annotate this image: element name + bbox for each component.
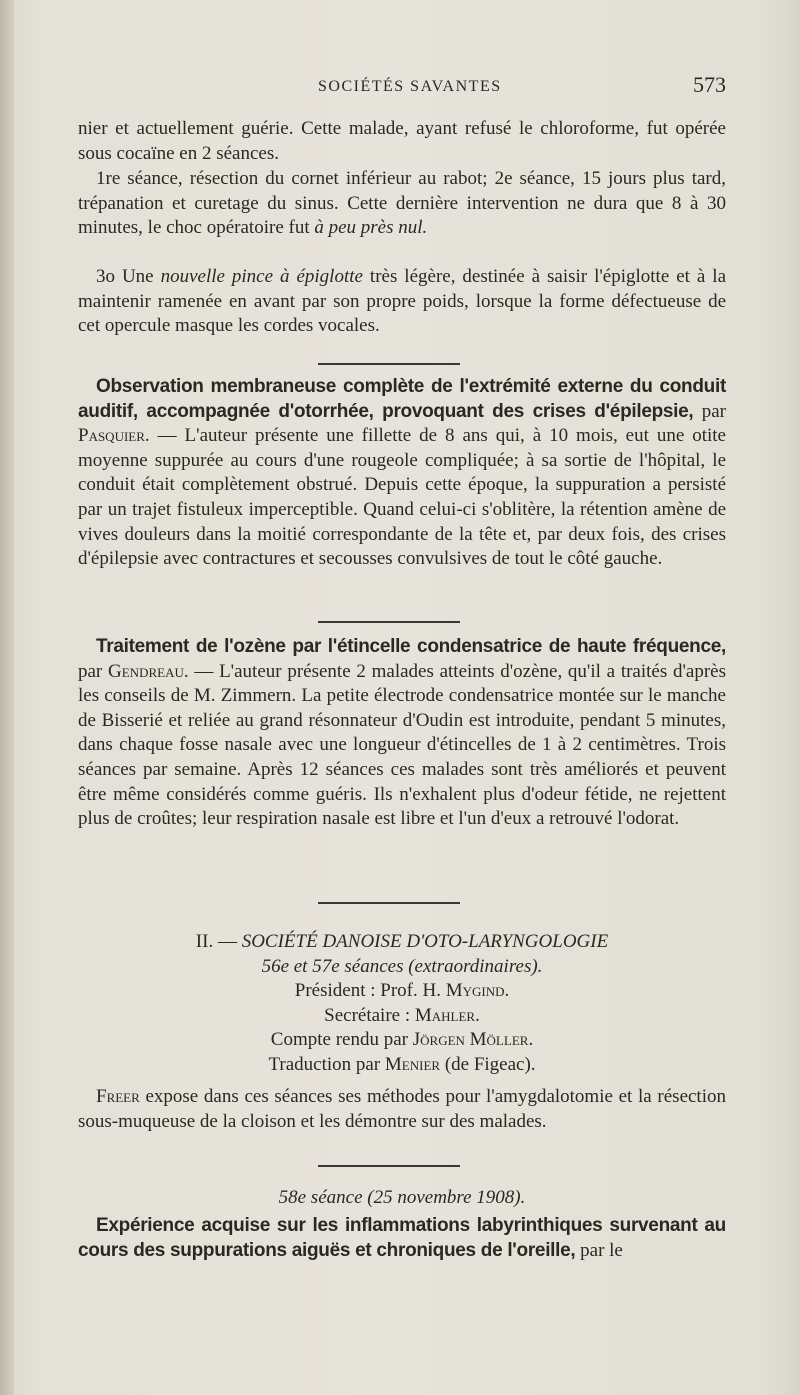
article-text <box>78 635 726 832</box>
book-spine-shadow <box>0 0 14 1395</box>
report-name: Jörgen Möller <box>412 1029 529 1051</box>
report-label: Compte rendu par <box>270 1029 413 1051</box>
sessions-line <box>78 955 726 980</box>
secretary-line: Secrétaire : Mahler. <box>324 1004 480 1026</box>
item-number: 3o Une <box>96 266 161 287</box>
society-title-line <box>78 930 726 955</box>
society-name: SOCIÉTÉ DANOISE D'OTO-LARYNGOLOGIE <box>241 931 609 952</box>
article-author: Pasquier <box>78 425 145 447</box>
section-numeral: II. — <box>195 931 242 952</box>
session-58-text <box>78 1186 726 1211</box>
section-divider <box>318 902 460 904</box>
instrument-name: nouvelle pince à épiglotte <box>160 266 363 287</box>
page-header <box>78 72 726 102</box>
translation-name: Menier <box>384 1053 441 1075</box>
experience-article <box>78 1214 726 1263</box>
section-divider <box>318 363 460 365</box>
article-tail: par le <box>575 1239 623 1261</box>
freer-author: Freer <box>96 1086 140 1107</box>
president-line: Président : Prof. H. Mygind. <box>294 980 510 1002</box>
treatment-article <box>78 635 726 832</box>
translation-label: Traduction par <box>268 1053 385 1075</box>
translation-place: (de Figeac). <box>440 1053 536 1075</box>
running-head: SOCIÉTÉS SAVANTES <box>318 78 502 95</box>
par-word: par <box>78 660 109 682</box>
secretary-name: Mahler <box>414 1004 476 1026</box>
continuation-paragraph <box>78 117 726 166</box>
secretary-label: Secrétaire : <box>324 1004 415 1026</box>
paragraph-lead: 1re séance, résection du cornet inférieur au rabot; 2e séance, 15 jours plus tard, trépanation et curetage du sinus. Cette dernière intervention ne dura que 8 à 30 minutes, le choc opératoire fut <box>78 168 726 239</box>
article-text <box>78 1214 726 1263</box>
paragraph-text <box>78 167 726 241</box>
paragraph-italic: à peu près nul. <box>314 217 428 239</box>
president-label: Président : Prof. H. <box>294 980 446 1002</box>
article-body: . — L'auteur présente 2 malades atteints d'ozène, qu'il a traités d'après les conseils de M. Zimmern. La petite électrode condensatrice montée sur le manche de Bisserié et reliée au grand résonnateur d'Oudin est introduite, pendant 5 minutes, dans chaque fosse nasale avec une longueur d'étincelles de 1 à 2 centimètres. Trois séances par semaine. Après 12 séances ces malades sont très améliorés et peuvent être même considérés comme guéris. Ils n'exhalent plus d'odeur fétide, ne rejettent plus de croûtes; leur respiration nasale est libre et l'un d'eux a retrouvé l'odorat. <box>78 660 727 830</box>
president-name: Mygind <box>445 980 505 1002</box>
report-line: Compte rendu par Jörgen Möller. <box>270 1029 534 1051</box>
article-body: . — L'auteur présente une fillette de 8 ans qui, à 10 mois, eut une otite moyenne suppurée au cours d'une rougeole compliquée; à sa sortie de l'hôpital, le conduit était complètement obstrué. Depuis cette époque, la suppuration a persisté par un trajet fistuleux imperceptible. Quand celui-ci s'oblitère, la rétention amène de vives douleurs dans la moitié correspondante de la tête et, par deux fois, des crises d'épilepsie avec contractures et secousses convulsives de tout le côté gauche. <box>78 425 726 570</box>
paragraph-rest: très légère, destinée à saisir l'épiglotte et à la maintenir ramenée en avant par son propre poids, lorsque la forme défectueuse de cet opercule masque les cordes vocales. <box>78 266 727 337</box>
freer-body: expose dans ces séances ses méthodes pour l'amygdalotomie et la résection sous-muqueuse de la cloison et les démontre sur des malades. <box>78 1086 726 1132</box>
session-58-heading <box>78 1186 726 1211</box>
freer-paragraph <box>78 1085 726 1134</box>
article-author: Gendreau <box>108 660 184 682</box>
article-text <box>78 375 726 572</box>
paragraph-text <box>78 265 726 339</box>
article-title: Traitement de l'ozène par l'étincelle condensatrice de haute fréquence, <box>96 636 726 657</box>
paragraph-text <box>78 1085 726 1134</box>
paragraph-text: nier et actuellement guérie. Cette malade, ayant refusé le chloroforme, fut opérée sous cocaïne en 2 séances. <box>78 118 726 164</box>
section-divider <box>318 621 460 623</box>
observation-article <box>78 375 726 572</box>
society-heading-block <box>78 930 726 1078</box>
article-title: Observation membraneuse complète de l'extrémité externe du conduit auditif, accompagnée d'otorrhée, provoquant des crises d'épilepsie, <box>78 376 726 422</box>
session-58-italic: 58e séance (25 novembre 1908). <box>278 1187 526 1208</box>
article-title: Expérience acquise sur les inflammations labyrinthiques survenant au cours des suppurations aiguës et chroniques de l'oreille, <box>78 1215 726 1261</box>
par-word: par <box>693 400 726 422</box>
translation-line <box>78 1053 726 1078</box>
page-number: 573 <box>693 72 726 97</box>
pince-paragraph <box>78 265 726 339</box>
section-divider <box>318 1165 460 1167</box>
sessions-text: 56e et 57e séances (extraordinaires). <box>261 955 543 977</box>
seance-paragraph <box>78 167 726 241</box>
